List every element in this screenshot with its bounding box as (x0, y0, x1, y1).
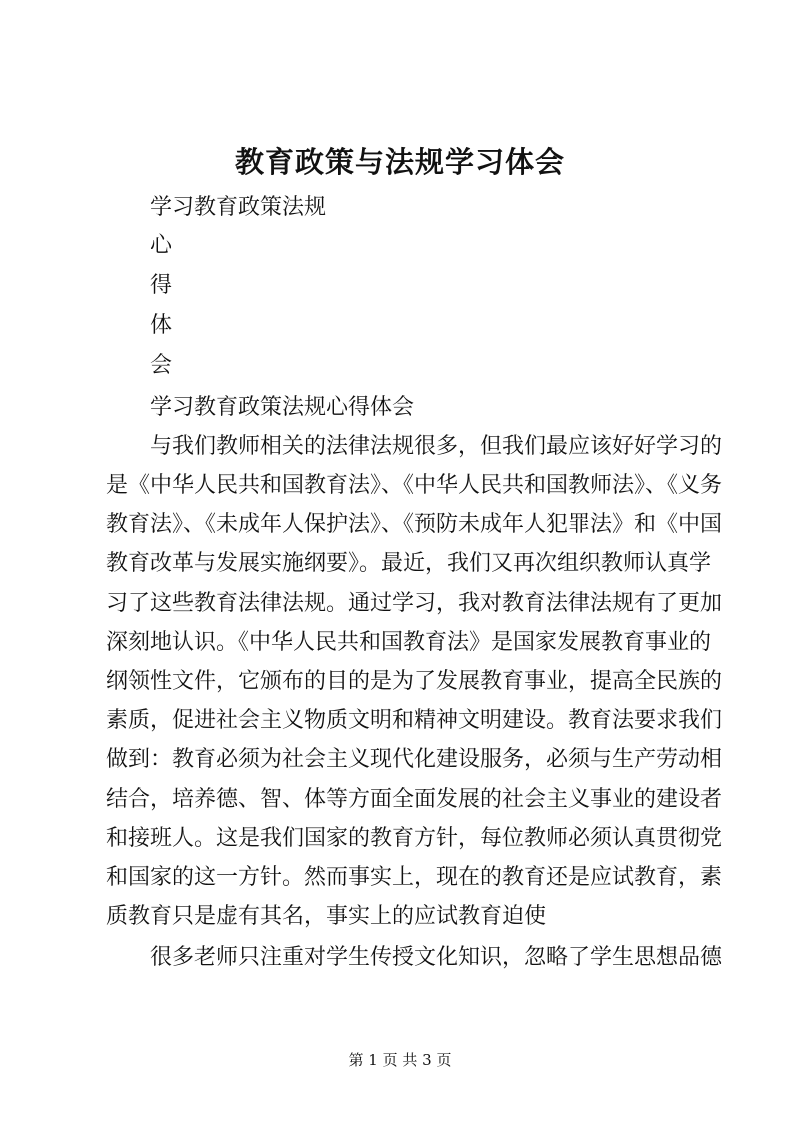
page-footer: 第 1 页 共 3 页 (348, 1051, 452, 1069)
heading-line: 体 (150, 313, 173, 338)
paragraph-line: 结合，培养德、智、体等方面全面发展的社会主义事业的建设者 (106, 787, 723, 812)
paragraph-line: 深刻地认识。《中华人民共和国教育法》是国家发展教育事业的 (106, 630, 712, 655)
heading-line: 得 (150, 273, 173, 298)
document-title: 教育政策与法规学习体会 (234, 145, 565, 179)
paragraph-line: 做到：教育必须为社会主义现代化建设服务，必须与生产劳动相 (106, 747, 723, 772)
paragraph-line: 和国家的这一方针。然而事实上，现在的教育还是应试教育，素 (106, 865, 723, 890)
paragraph-line: 教育改革与发展实施纲要》。最近，我们又再次组织教师认真学 (106, 551, 712, 576)
paragraph-line: 和接班人。这是我们国家的教育方针，每位教师必须认真贯彻党 (106, 826, 723, 851)
paragraph-line: 质教育只是虚有其名，事实上的应试教育迫使 (106, 904, 547, 929)
paragraph-line: 与我们教师相关的法律法规很多，但我们最应该好好学习的 (150, 434, 723, 459)
heading-line: 学习教育政策法规 (150, 195, 327, 220)
heading-line: 心 (150, 233, 173, 258)
paragraph-line: 习了这些教育法律法规。通过学习，我对教育法律法规有了更加 (106, 591, 723, 616)
paragraph-line: 是《中华人民共和国教育法》、《中华人民共和国教师法》、《义务 (106, 473, 723, 498)
paragraph-line: 教育法》、《未成年人保护法》、《预防未成年人犯罪法》和《中国 (106, 512, 723, 537)
paragraph-line: 素质，促进社会主义物质文明和精神文明建设。教育法要求我们 (106, 708, 723, 733)
paragraph-line: 很多老师只注重对学生传授文化知识，忽略了学生思想品德 (150, 945, 723, 970)
paragraph-line: 纲领性文件，它颁布的目的是为了发展教育事业，提高全民族的 (106, 669, 723, 694)
heading-line: 会 (150, 353, 173, 378)
subheading: 学习教育政策法规心得体会 (150, 395, 415, 420)
